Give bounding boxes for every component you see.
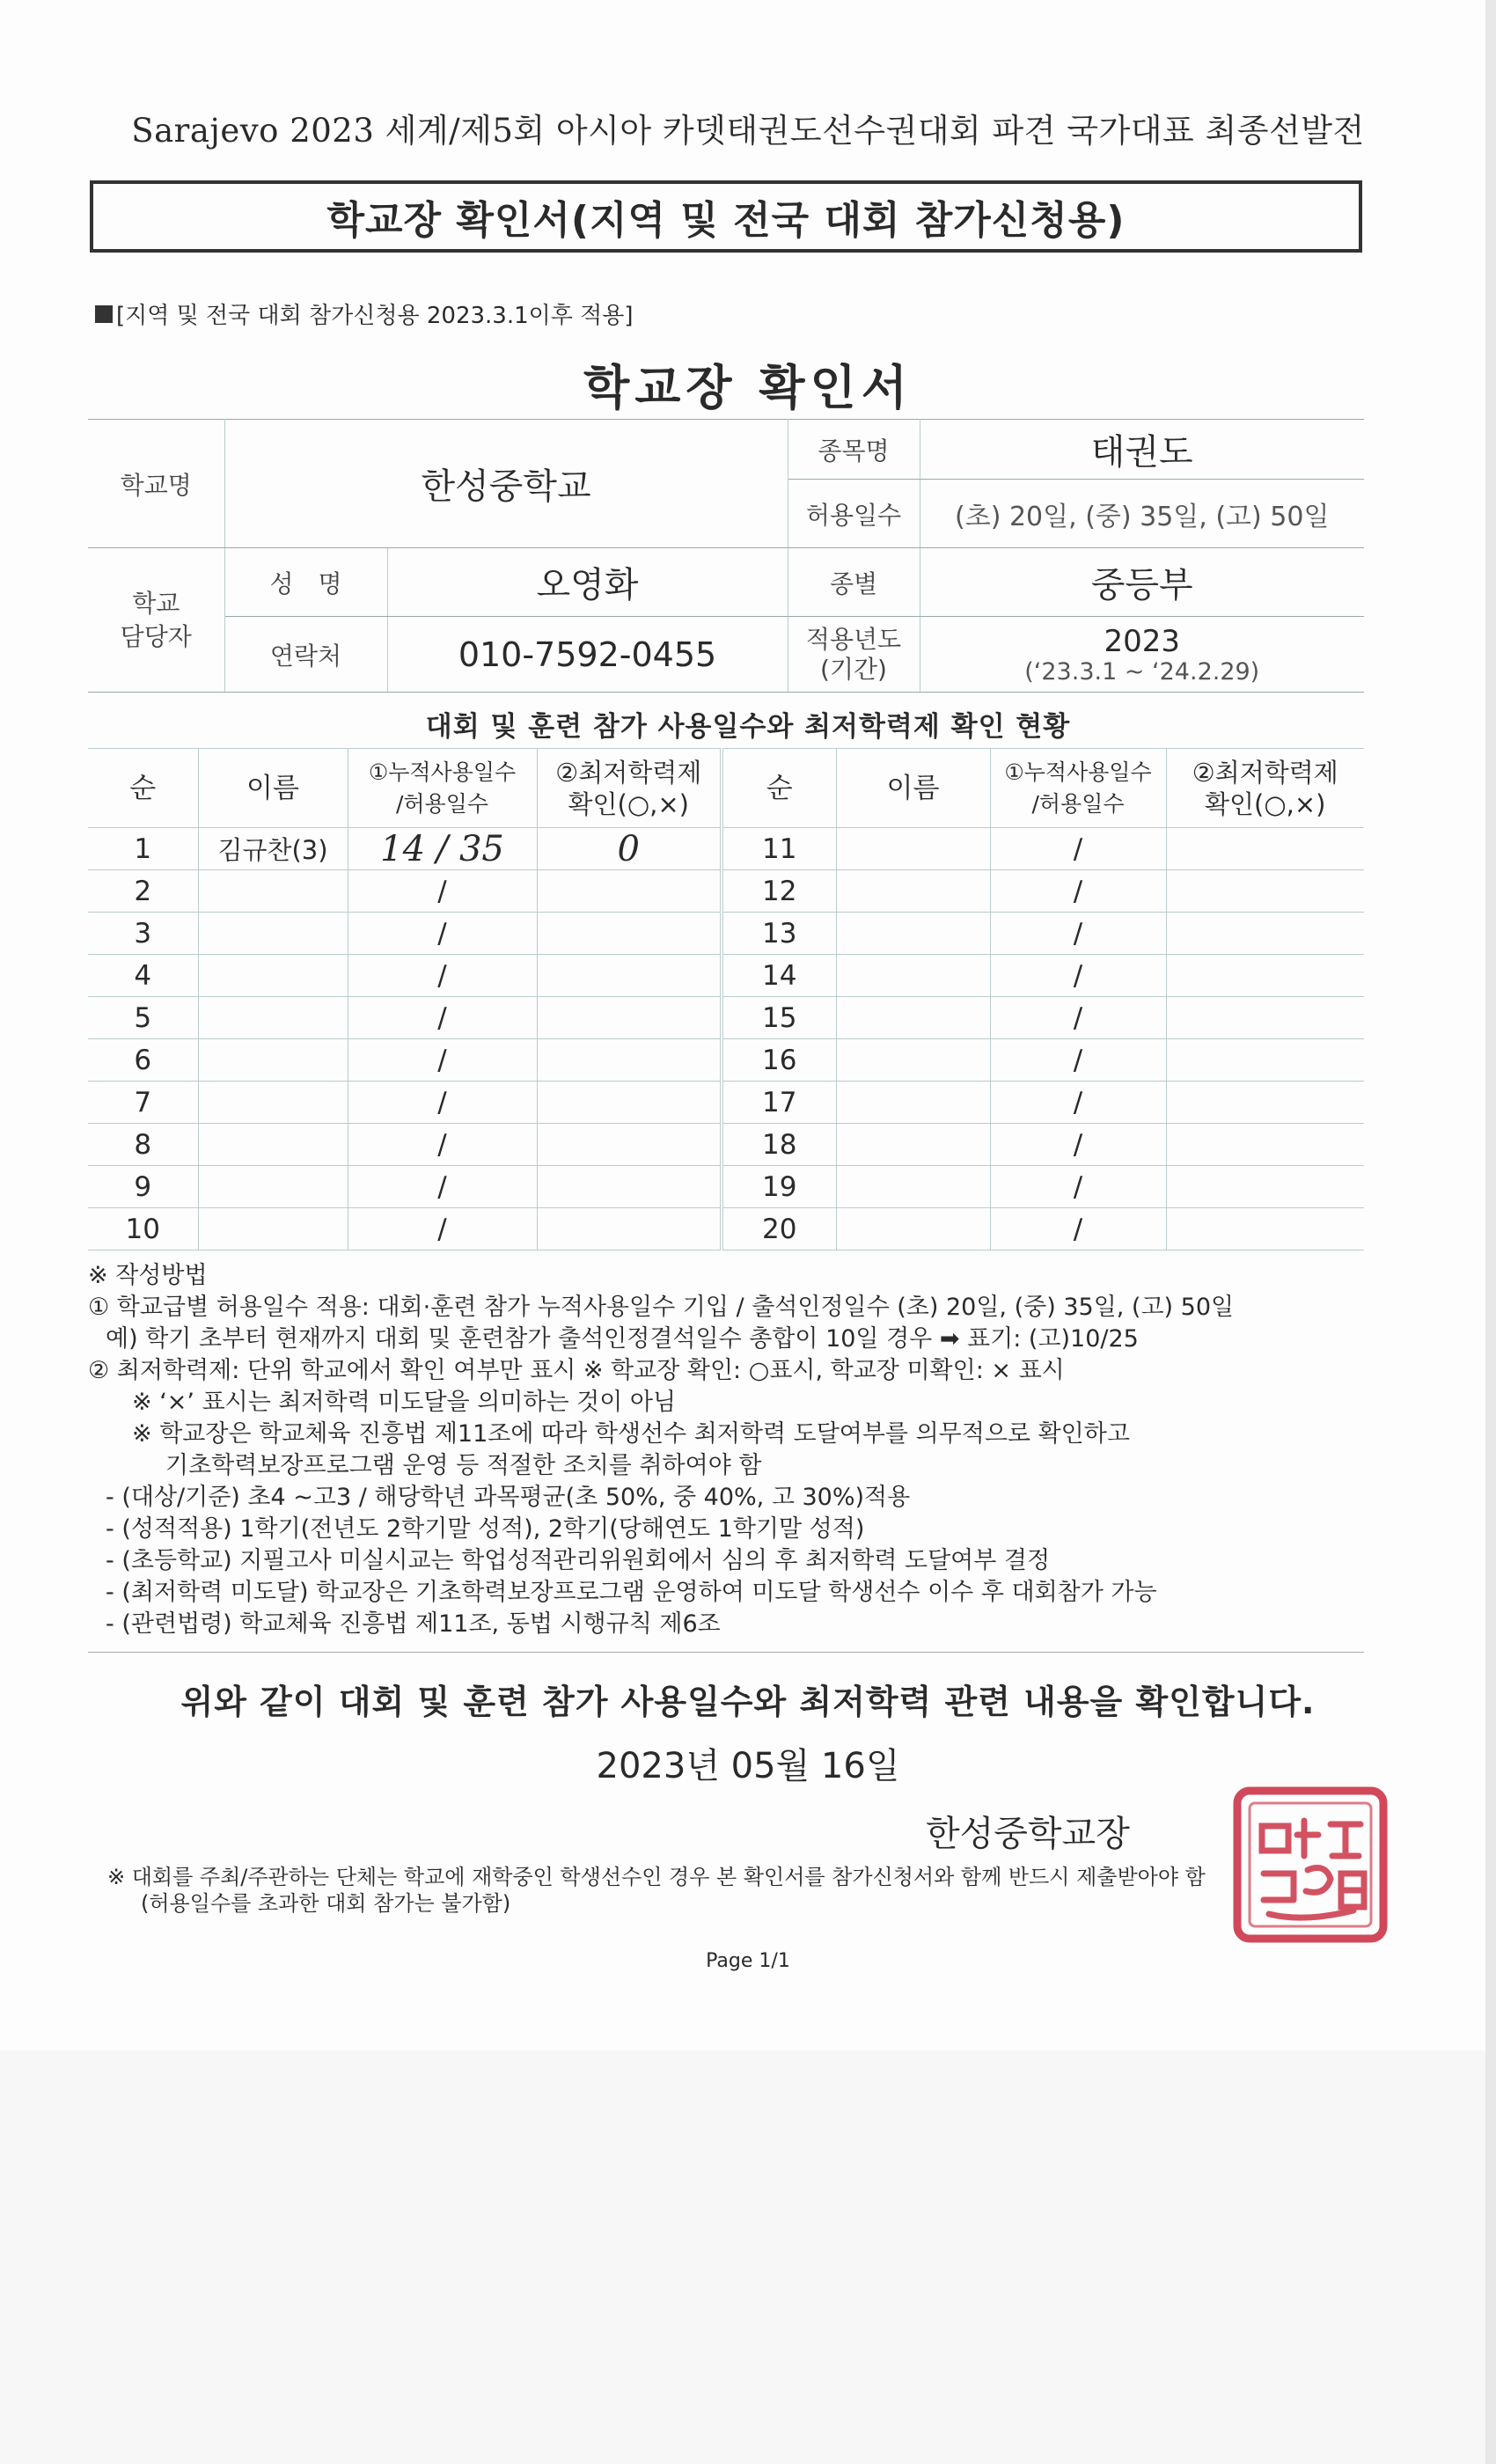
row-check (1166, 1082, 1364, 1124)
row-name (198, 997, 348, 1039)
row-number: 10 (88, 1208, 198, 1250)
row-number: 11 (722, 828, 836, 870)
row-number: 5 (88, 997, 198, 1039)
phone-label: 연락처 (224, 617, 387, 693)
row-number: 18 (722, 1124, 836, 1166)
category-label: 종별 (788, 548, 920, 617)
row-days: / (990, 1124, 1166, 1166)
row-name: 김규찬(3) (198, 828, 348, 870)
sport-label: 종목명 (788, 420, 920, 480)
row-number: 9 (88, 1166, 198, 1208)
square-bullet-icon (95, 305, 113, 323)
section-title: 대회 및 훈련 참가 사용일수와 최저학력제 확인 현황 (425, 711, 1071, 743)
row-name (836, 955, 990, 997)
table-row (88, 1082, 1364, 1124)
row-days: / (348, 870, 537, 913)
row-name (836, 828, 990, 870)
footnote (107, 1864, 1357, 1917)
row-number: 4 (88, 955, 198, 997)
row-days: / (348, 1039, 537, 1082)
row-number: 19 (722, 1166, 836, 1208)
footnote-line: ※ 대회를 주최/주관하는 단체는 학교에 재학중인 학생선수인 경우 본 확인서를 참가신청서와 함께 반드시 제출받아야 함 (107, 1865, 1206, 1889)
school-label: 학교명 (88, 420, 224, 548)
row-days: / (348, 1166, 537, 1208)
row-name (836, 1124, 990, 1166)
row-check (1166, 1208, 1364, 1250)
table-row (88, 1166, 1364, 1208)
table-row (88, 1208, 1364, 1250)
row-name (836, 913, 990, 955)
note-item: 기초학력보장프로그램 운영 등 적절한 조치를 취하여야 함 (165, 1452, 762, 1479)
row-name (836, 1039, 990, 1082)
period-value: (‘23.3.1 ~ ‘24.2.29) (1024, 657, 1260, 686)
row-days: / (348, 1124, 537, 1166)
note-item: ※ ‘×’ 표시는 최저학력 미도달을 의미하는 것이 아님 (132, 1389, 677, 1416)
table-row (88, 1124, 1364, 1166)
row-name (836, 1166, 990, 1208)
note-item: - (대상/기준) 초4 ~고3 / 해당학년 과목평균(초 50%, 중 40%, 고 30%)적용 (106, 1484, 911, 1511)
row-number: 7 (88, 1082, 198, 1124)
row-check (1166, 870, 1364, 913)
row-check (1166, 913, 1364, 955)
allowed-days-value: (초) 20일, (중) 35일, (고) 50일 (920, 480, 1364, 548)
table-row (88, 870, 1364, 913)
row-name (198, 1166, 348, 1208)
row-days: / (348, 1208, 537, 1250)
row-days: / (990, 1082, 1166, 1124)
row-days: / (990, 1208, 1166, 1250)
table-row (88, 955, 1364, 997)
document-title: 학교장 확인서 (583, 360, 913, 415)
note-item: ① 학교급별 허용일수 적용: 대회·훈련 참가 누적사용일수 기입 / 출석인정일수 (초) 20일, (중) 35일, (고) 50일 (88, 1294, 1235, 1321)
row-check (537, 1082, 722, 1124)
row-number: 1 (88, 828, 198, 870)
header-no: 순 (88, 749, 198, 828)
row-name (198, 870, 348, 913)
row-number: 6 (88, 1039, 198, 1082)
header-days: ①누적사용일수 /허용일수 (348, 749, 537, 828)
row-number: 17 (722, 1082, 836, 1124)
row-check (537, 1124, 722, 1166)
event-header: Sarajevo 2023 세계/제5회 아시아 카뎃태권도선수권대회 파견 국가대표 최종선발전 (131, 112, 1365, 150)
table-row (88, 828, 1364, 870)
applies-note-text: [지역 및 전국 대회 참가신청용 2023.3.1이후 적용] (116, 303, 634, 329)
page-number: Page 1/1 (706, 1950, 790, 1972)
category-value: 중등부 (920, 548, 1364, 617)
row-name (198, 1124, 348, 1166)
row-number: 3 (88, 913, 198, 955)
row-check (537, 955, 722, 997)
contact-name-label: 성 명 (224, 548, 387, 617)
row-days: 14 / 35 (348, 828, 537, 870)
note-item: ② 최저학력제: 단위 학교에서 확인 여부만 표시 ※ 학교장 확인: ○표시, 학교장 미확인: × 표시 (88, 1357, 1065, 1384)
issue-date: 2023년 05월 16일 (596, 1746, 900, 1786)
row-name (198, 1082, 348, 1124)
header-no-right: 순 (722, 749, 836, 828)
row-name (198, 913, 348, 955)
row-check (1166, 997, 1364, 1039)
row-number: 16 (722, 1039, 836, 1082)
scan-background (0, 2050, 1496, 2464)
note-item: - (최저학력 미도달) 학교장은 기초학력보장프로그램 운영하여 미도달 학생선수 이수 후 대회참가 가능 (106, 1579, 1157, 1606)
row-days: / (348, 1082, 537, 1124)
header-name-right: 이름 (836, 749, 990, 828)
contact-label: 학교 담당자 (88, 548, 224, 693)
table-row (88, 1039, 1364, 1082)
row-check: 0 (537, 828, 722, 870)
row-number: 20 (722, 1208, 836, 1250)
confirmation-statement: 위와 같이 대회 및 훈련 참가 사용일수와 최저학력 관련 내용을 확인합니다. (180, 1683, 1316, 1721)
row-days: / (990, 828, 1166, 870)
title-box: 학교장 확인서(지역 및 전국 대회 참가신청용) (90, 180, 1362, 253)
row-number: 15 (722, 997, 836, 1039)
row-number: 13 (722, 913, 836, 955)
year-label: 적용년도 (기간) (788, 617, 920, 693)
note-item: 예) 학기 초부터 현재까지 대회 및 훈련참가 출석인정결석일수 총합이 10일 경우 ➡ 표기: (고)10/25 (106, 1325, 1139, 1353)
usage-table (88, 748, 1364, 1250)
row-check (1166, 1039, 1364, 1082)
row-days: / (990, 870, 1166, 913)
row-number: 2 (88, 870, 198, 913)
row-days: / (348, 997, 537, 1039)
row-days: / (348, 955, 537, 997)
row-check (1166, 828, 1364, 870)
info-table (88, 419, 1364, 693)
row-check (537, 997, 722, 1039)
header-name: 이름 (198, 749, 348, 828)
note-item: - (초등학교) 지필고사 미실시교는 학업성적관리위원회에서 심의 후 최저학력 도달여부 결정 (106, 1547, 1051, 1574)
header-check: ②최저학력제 확인(○,×) (537, 749, 722, 828)
row-number: 12 (722, 870, 836, 913)
row-days: / (348, 913, 537, 955)
sport-value: 태권도 (920, 420, 1364, 480)
table-row (88, 913, 1364, 955)
year-cell (920, 617, 1364, 693)
row-days: / (990, 997, 1166, 1039)
row-name (836, 1082, 990, 1124)
row-check (537, 1208, 722, 1250)
header-days-right: ①누적사용일수 /허용일수 (990, 749, 1166, 828)
row-days: / (990, 955, 1166, 997)
row-name (198, 1208, 348, 1250)
row-check (537, 870, 722, 913)
row-days: / (990, 913, 1166, 955)
row-check (1166, 1166, 1364, 1208)
footnote-line: (허용일수를 초과한 대회 참가는 불가함) (141, 1891, 511, 1916)
row-name (836, 997, 990, 1039)
row-check (537, 1166, 722, 1208)
table-row (88, 997, 1364, 1039)
row-number: 8 (88, 1124, 198, 1166)
row-name (836, 1208, 990, 1250)
row-days: / (990, 1039, 1166, 1082)
year-value: 2023 (1104, 623, 1181, 659)
divider (88, 1652, 1364, 1653)
row-name (198, 1039, 348, 1082)
note-item: ※ 학교장은 학교체육 진흥법 제11조에 따라 학생선수 최저학력 도달여부를 의무적으로 확인하고 (132, 1420, 1130, 1448)
principal-signature-line: 한성중학교장 (926, 1814, 1130, 1854)
row-days: / (990, 1166, 1166, 1208)
row-check (537, 913, 722, 955)
phone-value: 010-7592-0455 (387, 617, 788, 693)
contact-name-value: 오영화 (387, 548, 788, 617)
notes-heading: ※ 작성방법 (88, 1262, 208, 1289)
header-check-right: ②최저학력제 확인(○,×) (1166, 749, 1364, 828)
row-name (836, 870, 990, 913)
note-item: - (성적적용) 1학기(전년도 2학기말 성적), 2학기(당해연도 1학기말 성적) (106, 1515, 865, 1543)
school-value: 한성중학교 (224, 420, 788, 548)
row-check (1166, 955, 1364, 997)
applies-note (95, 297, 634, 330)
allowed-days-label: 허용일수 (788, 480, 920, 548)
row-name (198, 955, 348, 997)
row-check (1166, 1124, 1364, 1166)
row-number: 14 (722, 955, 836, 997)
instructions (88, 1260, 1373, 1640)
note-item: - (관련법령) 학교체육 진흥법 제11조, 동법 시행규칙 제6조 (106, 1610, 721, 1638)
row-check (537, 1039, 722, 1082)
